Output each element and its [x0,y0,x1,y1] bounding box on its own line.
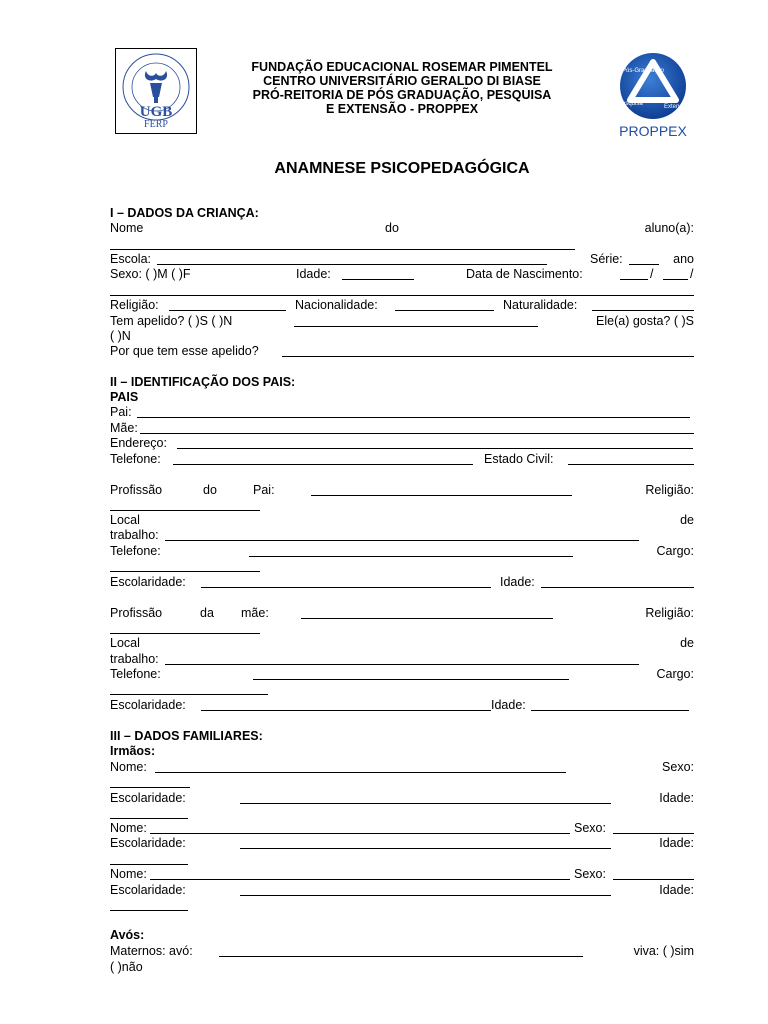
porque-apelido-row: Por que tem esse apelido? [110,344,694,359]
irmao-3-idade-row [110,898,694,913]
escola-field[interactable] [157,252,547,265]
idade-pai-field[interactable] [541,575,694,588]
religiao-mae-row [110,621,694,636]
idade-mae-field[interactable] [531,698,689,711]
profissao-pai-field[interactable] [311,483,572,496]
proppex-logo-text: PROPPEX [619,123,687,139]
cargo-mae-field[interactable] [110,682,268,695]
header-line-2: CENTRO UNIVERSITÁRIO GERALDO DI BIASE [263,74,541,88]
irmao-2-escolaridade-field[interactable] [240,836,611,849]
telefone-pais-field[interactable] [173,452,473,465]
irmao-2-nome-field[interactable] [150,821,570,834]
mae-field[interactable] [140,421,694,434]
irmao-2-idade-field[interactable] [110,852,188,865]
irmao-3-escolaridade-field[interactable] [240,883,611,896]
document-title: ANAMNESE PSICOPEDAGÓGICA [274,160,530,177]
institution-header [210,60,594,116]
section-3-heading: III – DADOS FAMILIARES: [110,729,263,743]
serie-field[interactable] [629,252,659,265]
profissao-pai-row: Profissão do Pai: Religião: [110,483,694,497]
escolaridade-mae-row: Escolaridade: Idade: [110,698,694,713]
irmao-2-nome-row: Nome: Sexo: [110,821,694,836]
nome-aluno-field-row [110,237,694,252]
irmao-1-idade-field[interactable] [110,806,188,819]
telefone-mae-field[interactable] [253,667,569,680]
trabalho-mae-field[interactable] [165,652,639,665]
section-2-heading: II – IDENTIFICAÇÃO DOS PAIS: [110,375,296,389]
ugb-logo-text: UGB [139,104,173,120]
nome-aluno-row: Nome do aluno(a): [110,221,694,235]
porque-apelido-field[interactable] [282,344,694,357]
sexo-idade-row: Sexo: ( )M ( )F Idade: Data de Nascimento: / / [110,267,694,281]
ferp-logo-text: FERP [144,119,168,130]
ano-nascimento-field[interactable] [110,283,694,296]
religiao-field[interactable] [169,298,286,311]
endereco-field[interactable] [177,436,693,449]
irmao-3-nome-row: Nome: Sexo: [110,867,694,882]
religiao-pai-row [110,498,694,513]
apelido-row: Tem apelido? ( )S ( )N Ele(a) gosta? ( )S [110,314,694,328]
irmao-2-idade-row [110,852,694,867]
irmao-3-escolaridade-row: Escolaridade: Idade: [110,883,694,897]
trabalho-mae-row: trabalho: [110,652,694,667]
pai-row: Pai: [110,405,694,420]
pai-field[interactable] [137,405,690,418]
pais-subheading: PAIS [110,390,139,404]
irmao-3-nome-field[interactable] [150,867,570,880]
cargo-mae-row [110,682,694,697]
nome-aluno-field[interactable] [110,237,575,250]
section-1-heading: I – DADOS DA CRIANÇA: [110,206,259,220]
telefone-cargo-mae-row: Telefone: Cargo: [110,667,694,681]
escolaridade-mae-field[interactable] [201,698,491,711]
dia-field[interactable] [620,267,648,280]
idade-field[interactable] [342,267,414,280]
ano-nascimento-row [110,283,694,298]
mae-row: Mãe: [110,421,694,436]
pos-graduacao-label: Pós-Graduação [622,68,665,74]
header-line-4: E EXTENSÃO - PROPPEX [325,102,479,116]
irmao-1-sexo-row [110,775,694,790]
irmao-1-idade-row [110,806,694,821]
naturalidade-field[interactable] [592,298,694,311]
religiao-row: Religião: Nacionalidade: Naturalidade: [110,298,694,313]
trabalho-pai-row: trabalho: [110,528,694,543]
cargo-pai-field[interactable] [110,559,260,572]
local-pai-row: Local de [110,513,694,527]
local-mae-row: Local de [110,636,694,650]
ugb-logo [115,48,197,134]
header-line-3: PRÓ-REITORIA DE PÓS GRADUAÇÃO, PESQUISA [252,88,552,102]
mes-field[interactable] [663,267,688,280]
telefone-estado-civil-row: Telefone: Estado Civil: [110,452,694,467]
gosta-n-row: ( )N [110,329,131,343]
escolaridade-pai-row: Escolaridade: Idade: [110,575,694,590]
proppex-logo [606,50,700,142]
religiao-pai-field[interactable] [110,498,260,511]
religiao-mae-field[interactable] [110,621,260,634]
escola-row: Escola: Série: ano [110,252,694,266]
extensao-label: Extensão [664,104,690,110]
avos-subheading: Avós: [110,928,145,942]
trabalho-pai-field[interactable] [165,528,639,541]
irmao-1-nome-row: Nome: Sexo: [110,760,694,774]
avo-materna-nao-row: ( )não [110,960,143,974]
apelido-field[interactable] [294,314,538,327]
profissao-mae-field[interactable] [301,606,553,619]
irmao-3-sexo-field[interactable] [613,867,694,880]
irmao-1-escolaridade-field[interactable] [240,791,611,804]
irmao-2-sexo-field[interactable] [613,821,694,834]
irmao-2-escolaridade-row: Escolaridade: Idade: [110,836,694,850]
estado-civil-field[interactable] [568,452,694,465]
irmao-1-escolaridade-row: Escolaridade: Idade: [110,791,694,805]
header-line-1: FUNDAÇÃO EDUCACIONAL ROSEMAR PIMENTEL [251,60,553,74]
avo-materna-field[interactable] [219,944,583,957]
endereco-row: Endereço: [110,436,694,451]
nacionalidade-field[interactable] [395,298,494,311]
telefone-cargo-pai-row: Telefone: Cargo: [110,544,694,558]
irmao-3-idade-field[interactable] [110,898,188,911]
profissao-mae-row: Profissão da mãe: Religião: [110,606,694,620]
telefone-pai-field[interactable] [249,544,573,557]
irmao-1-sexo-field[interactable] [110,775,190,788]
irmaos-subheading: Irmãos: [110,744,156,758]
escolaridade-pai-field[interactable] [201,575,491,588]
cargo-pai-row [110,559,694,574]
pesquisa-label: Pesquisa [618,101,643,107]
proppex-emblem-icon [606,50,700,124]
avo-materna-row: Maternos: avó: viva: ( )sim [110,944,694,958]
irmao-1-nome-field[interactable] [155,760,566,773]
